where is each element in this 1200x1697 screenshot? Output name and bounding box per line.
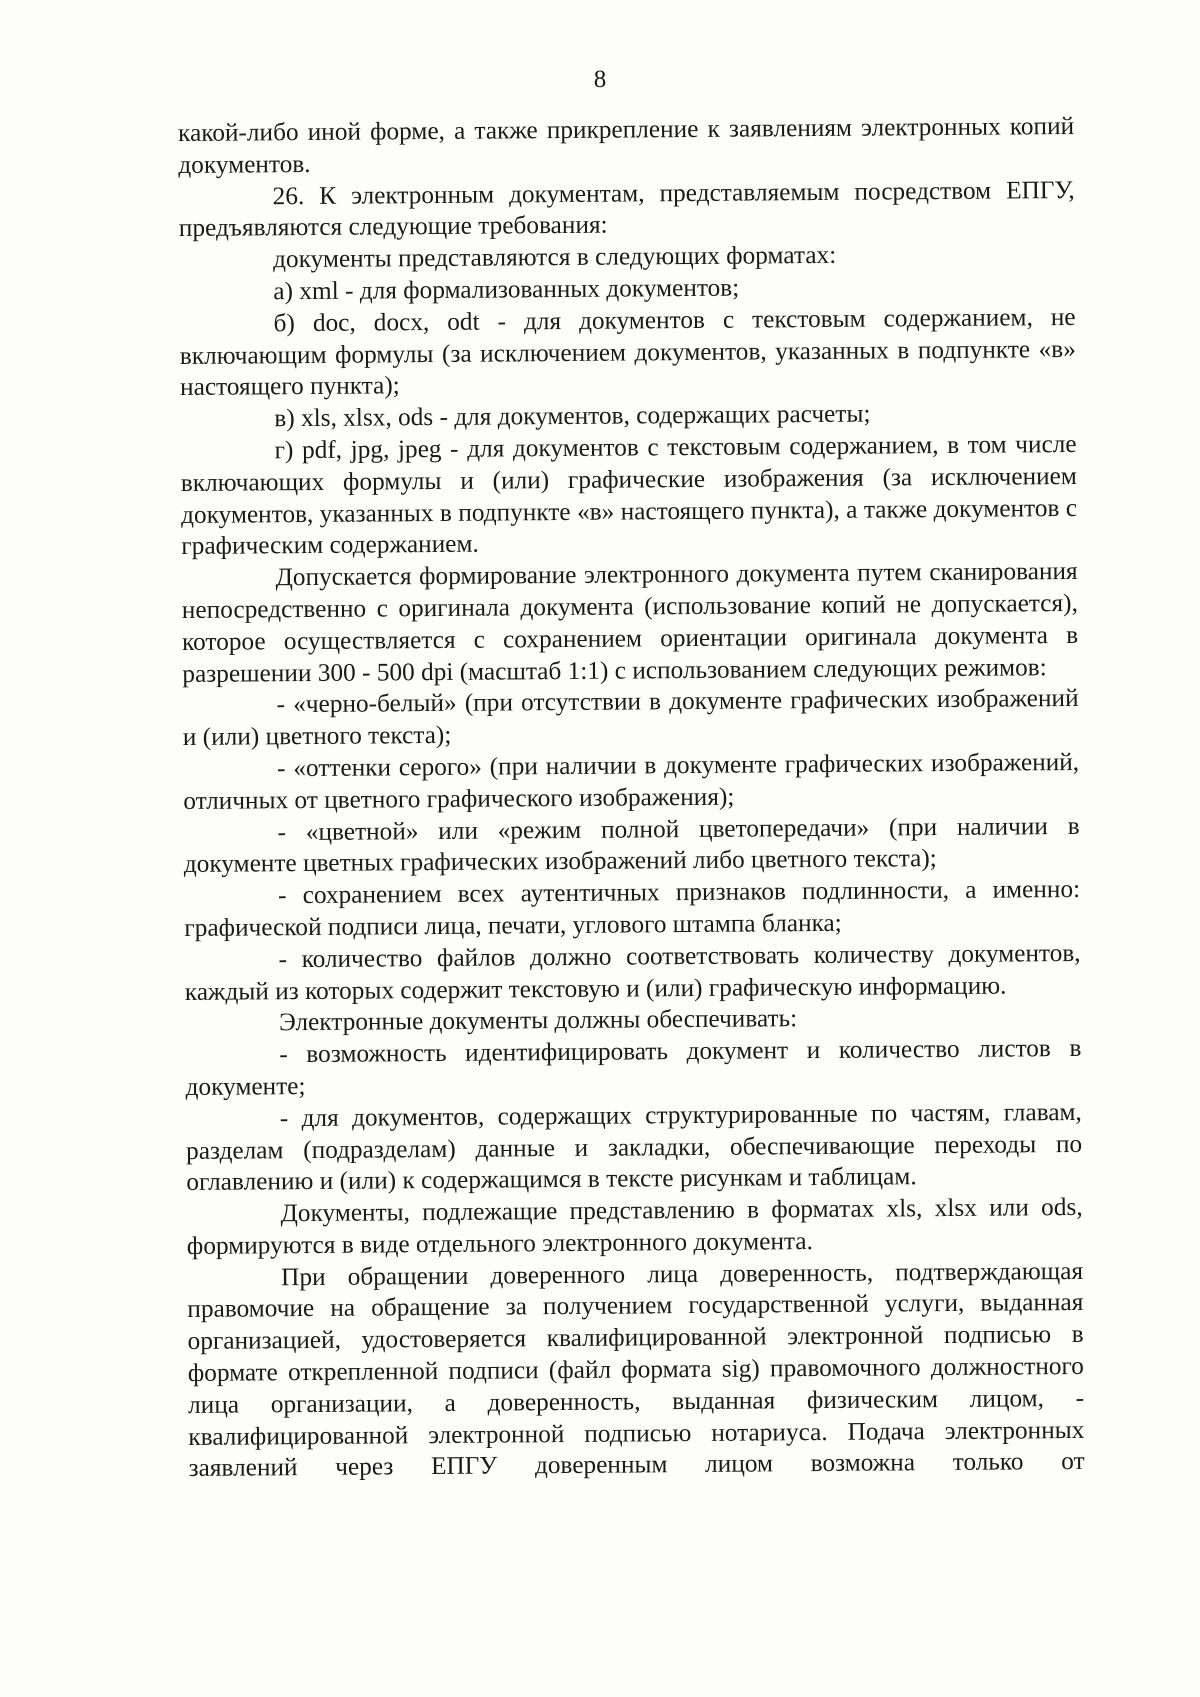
paragraph: какой-либо иной форме, а также прикрепление к заявлениям электронных копий документов. <box>178 111 1075 179</box>
paragraph: 26. К электронным документам, представляемым посредством ЕПГУ, предъявляются следующие требования: <box>178 175 1075 243</box>
paragraph: При обращении доверенного лица доверенность, подтверждающая правомочие на обращение за получением государственной услуги, выданная организацией, удостоверяется квалифицированной электронной подписью в формате открепленной подписи (файл формата sig) правомочного должностного лица организации, а доверенность, выданная физическим лицом, - квалифицированной электронной подписью нотариуса. Подача электронных заявлений через ЕПГУ доверенным лицом возможна только от <box>187 1256 1085 1483</box>
paragraph: в) xls, xlsx, ods - для документов, содержащих расчеты; <box>274 399 871 433</box>
paragraph: Допускается формирование электронного документа путем сканирования непосредственно с оригинала документа (использование копий не допускается), которое осуществляется с сохранением ориентации оригинала документа в разрешении 300 - 500 dpi (масштаб 1:1) с использованием следующих режимов: <box>181 557 1079 688</box>
paragraph: б) doc, docx, odt - для документов с текстовым содержанием, не включающим формулы (за исключением документов, указанных в подпункте «в» настоящего пункта); <box>179 302 1076 402</box>
page-number: 8 <box>593 66 607 93</box>
paragraph: - сохранением всех аутентичных признаков подлинности, а именно: графической подписи лица, печати, углового штампа бланка; <box>184 875 1081 942</box>
paragraph: Электронные документы должны обеспечивать: <box>278 1004 798 1037</box>
paragraph: Документы, подлежащие представлению в форматах xls, xlsx или ods, формируются в виде отдельного электронного документа. <box>186 1193 1083 1260</box>
document-body <box>178 111 1085 1485</box>
paragraph: - «черно-белый» (при отсутствии в документе графических изображений и (или) цветного текста); <box>182 684 1079 752</box>
paragraph: а) xml - для формализованных документов; <box>273 273 740 306</box>
paragraph: документы представляются в следующих форматах: <box>273 241 837 274</box>
paragraph: - возможность идентифицировать документ и количество листов в документе; <box>185 1034 1082 1101</box>
paragraph: - «цветной» или «режим полной цветопередачи» (при наличии в документе цветных графических изображений либо цветного текста); <box>183 811 1080 879</box>
paragraph: - для документов, содержащих структурированные по частям, главам, разделам (подразделам) данные и закладки, обеспечивающие переходы по оглавлению и (или) к содержащимся в тексте рисункам и таблицам. <box>185 1097 1083 1197</box>
paragraph: г) pdf, jpg, jpeg - для документов с текстовым содержанием, в том числе включающих формулы и (или) графические изображения (за исключением документов, указанных в подпункте «в» настоящего пункта), а также документов с графическим содержанием. <box>180 429 1078 561</box>
paragraph: - «оттенки серого» (при наличии в документе графических изображений, отличных от цветного графического изображения); <box>183 747 1080 815</box>
paragraph: - количество файлов должно соответствовать количеству документов, каждый из которых содержит текстовую и (или) графическую информацию. <box>184 938 1081 1006</box>
